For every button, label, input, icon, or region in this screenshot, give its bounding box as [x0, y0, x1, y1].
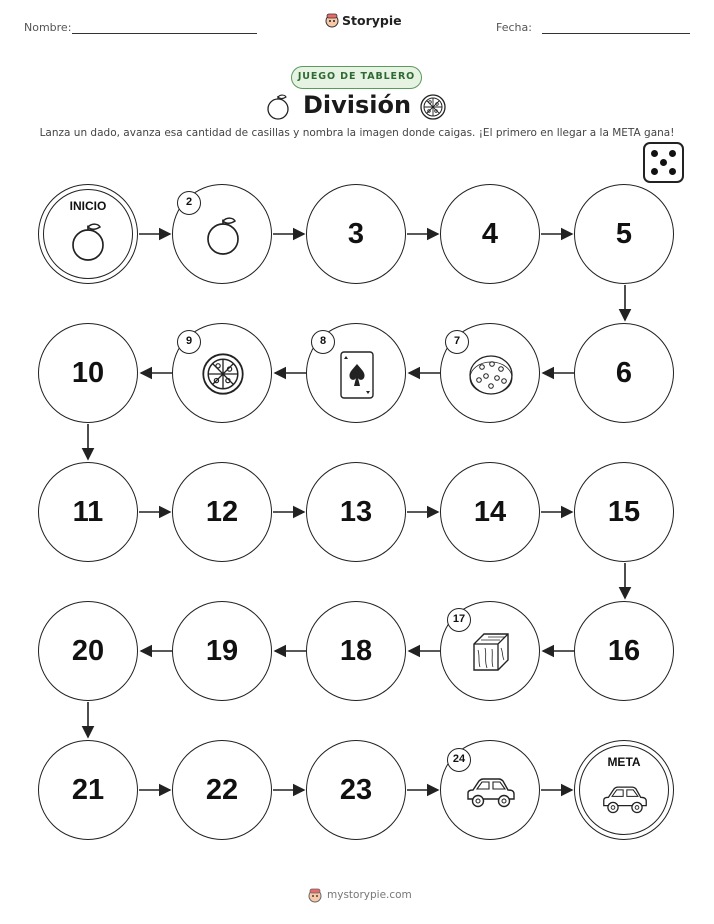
board-square-4 — [440, 184, 540, 284]
board-square-3 — [306, 184, 406, 284]
board-square-10 — [38, 323, 138, 423]
orange-icon — [67, 221, 109, 263]
square-number: 6 — [615, 356, 633, 389]
square-number: 21 — [71, 773, 105, 806]
car-icon — [601, 785, 649, 817]
square-number-badge: 7 — [445, 330, 469, 354]
wood-block-icon — [468, 630, 514, 676]
square-number-badge: 9 — [177, 330, 201, 354]
square-number: 12 — [205, 495, 239, 528]
start-label: INICIO — [69, 199, 107, 213]
board-square-start — [38, 184, 138, 284]
board-square-20 — [38, 601, 138, 701]
board-square-18 — [306, 601, 406, 701]
square-number: 5 — [615, 217, 633, 250]
square-number: 18 — [339, 634, 373, 667]
board-square-6 — [574, 323, 674, 423]
square-number: 14 — [473, 495, 507, 528]
board-square-11 — [38, 462, 138, 562]
board-square-22 — [172, 740, 272, 840]
board-square-finish — [574, 740, 674, 840]
cookie-icon — [467, 352, 515, 398]
board-square-15 — [574, 462, 674, 562]
square-number: 23 — [339, 773, 373, 806]
square-number: 4 — [481, 217, 499, 250]
board-square-5 — [574, 184, 674, 284]
pizza-icon — [200, 351, 246, 397]
board-square-21 — [38, 740, 138, 840]
game-type-badge: JUEGO DE TABLERO — [291, 66, 422, 89]
square-number-badge: 8 — [311, 330, 335, 354]
date-label: Fecha: — [496, 21, 532, 34]
footer-url[interactable]: mystorypie.com — [327, 889, 412, 901]
square-number-badge: 17 — [447, 608, 471, 632]
square-number: 19 — [205, 634, 239, 667]
square-number: 20 — [71, 634, 105, 667]
page-title: División — [302, 91, 412, 119]
square-number: 16 — [607, 634, 641, 667]
car-icon — [465, 777, 517, 811]
square-number-badge: 24 — [447, 748, 471, 772]
square-number-badge: 2 — [177, 191, 201, 215]
footer — [308, 887, 412, 903]
square-number: 22 — [205, 773, 239, 806]
board-square-19 — [172, 601, 272, 701]
finish-label: META — [607, 755, 641, 769]
name-label: Nombre: — [24, 21, 72, 34]
orange-icon — [203, 215, 243, 257]
square-number: 10 — [71, 356, 105, 389]
square-number: 3 — [347, 217, 365, 250]
board-square-16 — [574, 601, 674, 701]
storypie-mascot-icon — [308, 887, 322, 903]
playing-card-icon — [339, 350, 375, 400]
board-square-14 — [440, 462, 540, 562]
square-number: 15 — [607, 495, 641, 528]
board-square-23 — [306, 740, 406, 840]
square-number: 11 — [72, 495, 104, 528]
brand-name: Storypie — [342, 12, 402, 28]
board-square-12 — [172, 462, 272, 562]
board-square-13 — [306, 462, 406, 562]
instructions-text: Lanza un dado, avanza esa cantidad de casillas y nombra la imagen donde caigas. ¡El primero en llegar a la META gana! — [39, 127, 675, 139]
square-number: 13 — [339, 495, 373, 528]
